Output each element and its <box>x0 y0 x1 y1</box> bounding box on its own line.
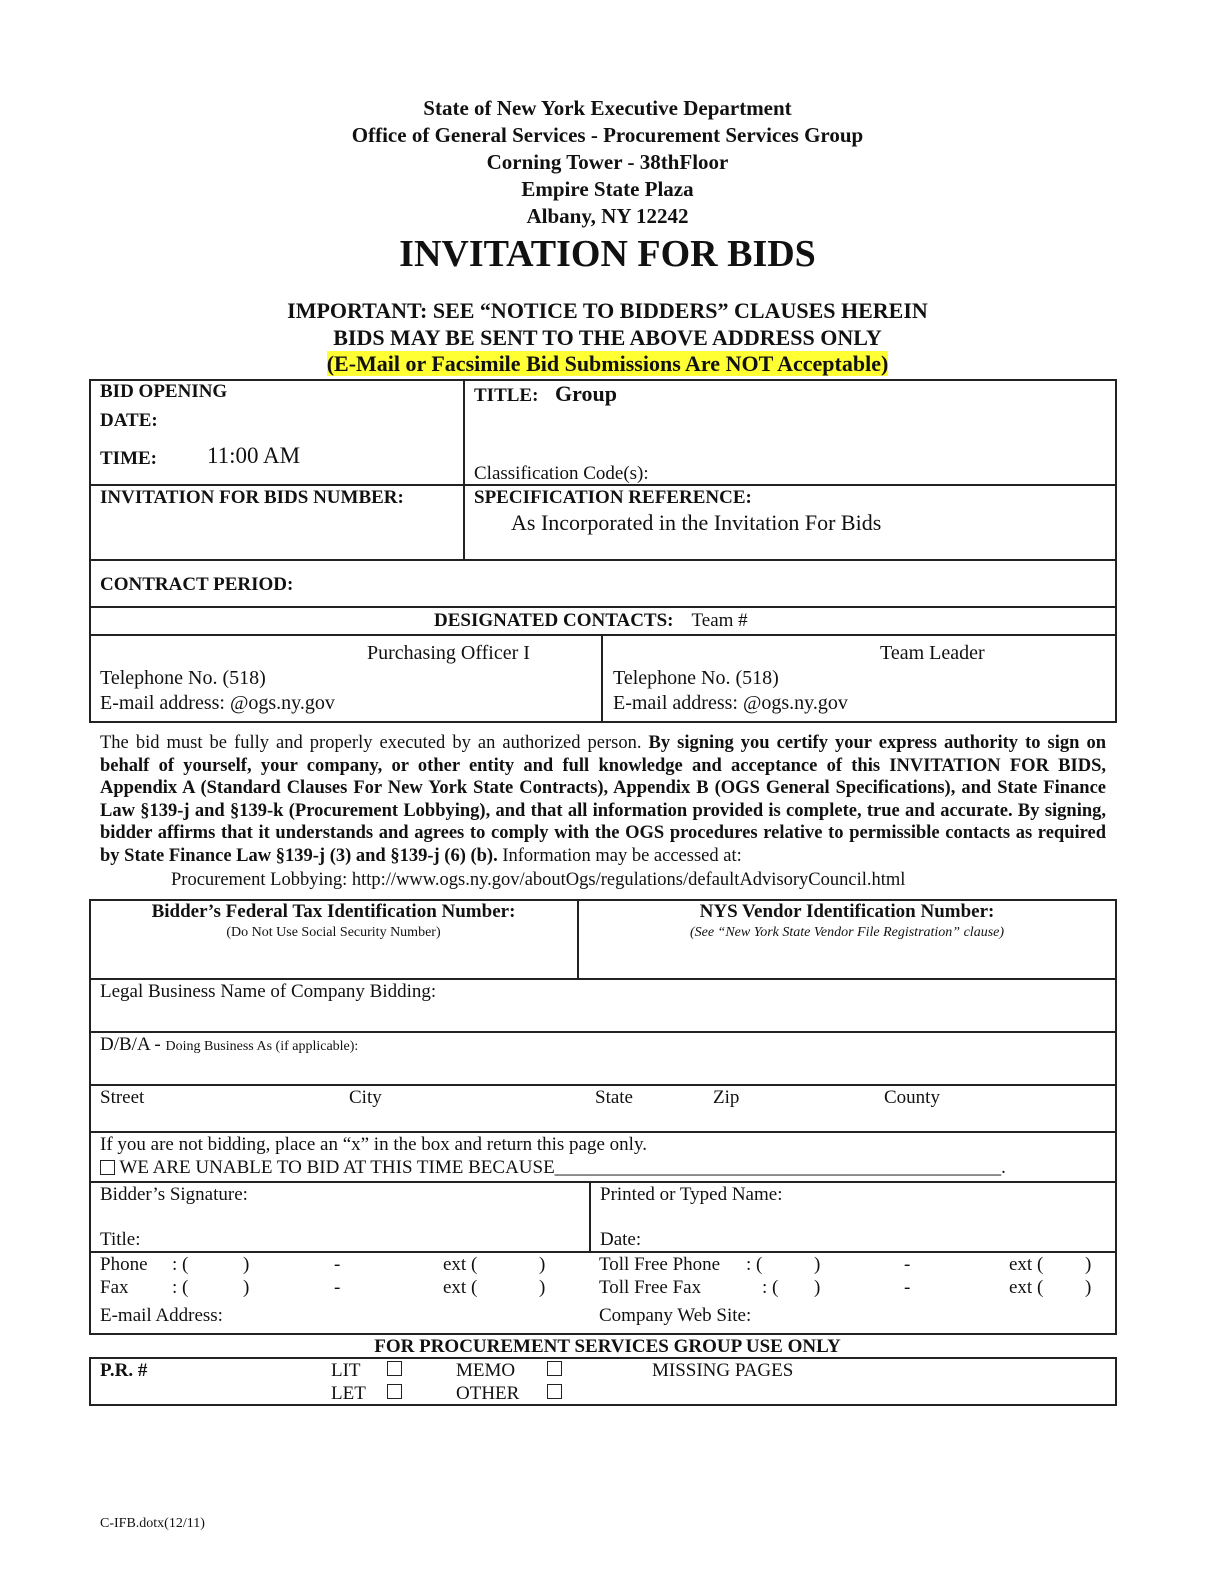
signature-label: Bidder’s Signature: <box>100 1184 248 1205</box>
unable-to-bid-row <box>100 1157 1006 1179</box>
certification-end: Information may be accessed at: <box>502 845 742 866</box>
dba-row <box>100 1034 358 1056</box>
important-notice-3: (E-Mail or Facsimile Bid Submissions Are NOT Acceptable) <box>326 351 889 376</box>
zip-label: Zip <box>713 1087 740 1108</box>
no-bid-instruction: If you are not bidding, place an “x” in the box and return this page only. <box>100 1134 647 1155</box>
fax-ext-close: ) <box>539 1277 546 1298</box>
website-label: Company Web Site: <box>599 1305 752 1326</box>
office-use-table <box>89 1357 1117 1406</box>
agency-line-5: Albany, NY 12242 <box>526 204 689 228</box>
unable-to-bid-text: WE ARE UNABLE TO BID AT THIS TIME BECAUSE_______________________________________________. <box>119 1157 1006 1178</box>
toll-free-fax-label: Toll Free Fax <box>599 1277 702 1298</box>
toll-free-phone-ext-label: ext ( <box>1009 1254 1044 1275</box>
toll-free-phone-close-paren: ) <box>814 1254 821 1275</box>
agency-line-4: Empire State Plaza <box>521 177 694 201</box>
phone-open-paren: : ( <box>172 1254 189 1275</box>
classification-label: Classification Code(s): <box>474 463 649 484</box>
toll-free-phone-open-paren: : ( <box>746 1254 763 1275</box>
toll-free-fax-ext-close: ) <box>1085 1277 1092 1298</box>
fax-dash: - <box>334 1277 341 1298</box>
ifb-number-label: INVITATION FOR BIDS NUMBER: <box>100 487 404 508</box>
let-checkbox[interactable] <box>387 1384 402 1399</box>
phone-ext-label: ext ( <box>443 1254 478 1275</box>
agency-line-2: Office of General Services - Procurement Services Group <box>351 123 864 147</box>
title-field-label: Title: <box>100 1229 141 1250</box>
county-label: County <box>884 1087 940 1108</box>
right-contact-phone: Telephone No. (518) <box>613 667 779 689</box>
date-label: DATE: <box>100 410 158 431</box>
toll-free-fax-open-paren: : ( <box>762 1277 779 1298</box>
vendor-id-label: NYS Vendor Identification Number: <box>699 901 995 922</box>
missing-pages-label: MISSING PAGES <box>652 1360 794 1381</box>
page-title: INVITATION FOR BIDS <box>399 233 816 275</box>
certification-bold: By signing you certify your express authority to sign on behalf of yourself, your company, or other entity and full knowledge and acceptance of this INVITATION FOR BIDS, Appendix A (Standard Clauses For New York State Contracts), Appendix B (OGS General Specifications), and State Finance Law §139-j and §139-k (Procurement Lobbying), and that all information provided is complete, true and accurate. By signing, bidder affirms that it understands and agrees to comply with the OGS procedures relative to permissible contacts as required by State Finance Law §139-j (3) and §139-j (6) (b). <box>100 733 1107 866</box>
toll-free-fax-close-paren: ) <box>814 1277 821 1298</box>
dba-field[interactable] <box>91 1058 1115 1082</box>
certification-plain: The bid must be fully and properly executed by an authorized person. <box>100 733 642 753</box>
fax-close-paren: ) <box>243 1277 250 1298</box>
left-contact-email: E-mail address: @ogs.ny.gov <box>100 692 335 714</box>
important-notice-1: IMPORTANT: SEE “NOTICE TO BIDDERS” CLAUSES HEREIN <box>287 298 928 323</box>
fax-label: Fax <box>100 1277 129 1298</box>
important-notice-3-wrap <box>0 351 1215 377</box>
spec-ref-value: As Incorporated in the Invitation For Bids <box>511 510 882 535</box>
spec-ref-label: SPECIFICATION REFERENCE: <box>474 487 752 508</box>
designated-contacts-heading: DESIGNATED CONTACTS: <box>434 610 674 631</box>
street-label: Street <box>100 1087 145 1108</box>
time-label: TIME: <box>100 448 157 469</box>
email-address-label: E-mail Address: <box>100 1305 223 1326</box>
toll-free-fax-ext-label: ext ( <box>1009 1277 1044 1298</box>
tax-id-field[interactable] <box>90 942 576 976</box>
other-label: OTHER <box>456 1383 520 1404</box>
designated-contacts-row <box>434 610 748 632</box>
right-contact-role: Team Leader <box>880 642 985 664</box>
fax-open-paren: : ( <box>172 1277 189 1298</box>
vendor-id-note: (See “New York State Vendor File Registration” clause) <box>689 925 1005 940</box>
dba-note: Doing Business As (if applicable): <box>165 1039 359 1054</box>
pr-number-label: P.R. # <box>100 1360 148 1381</box>
lit-label: LIT <box>331 1360 361 1381</box>
other-checkbox[interactable] <box>547 1384 562 1399</box>
team-number-label: Team # <box>691 610 748 631</box>
certification-paragraph <box>100 732 1106 868</box>
fax-ext-label: ext ( <box>443 1277 478 1298</box>
phone-label: Phone <box>100 1254 148 1275</box>
legal-name-label: Legal Business Name of Company Bidding: <box>100 981 437 1002</box>
dba-label: D/B/A - <box>100 1034 166 1055</box>
printed-name-label: Printed or Typed Name: <box>600 1184 783 1205</box>
toll-free-phone-label: Toll Free Phone <box>599 1254 721 1275</box>
vendor-id-field[interactable] <box>580 942 1114 976</box>
memo-checkbox[interactable] <box>547 1361 562 1376</box>
title-value: Group <box>555 381 617 406</box>
left-contact-role: Purchasing Officer I <box>367 642 530 664</box>
phone-close-paren: ) <box>243 1254 250 1275</box>
toll-free-phone-dash: - <box>904 1254 911 1275</box>
tax-id-note: (Do Not Use Social Security Number) <box>226 925 441 940</box>
office-use-heading: FOR PROCUREMENT SERVICES GROUP USE ONLY <box>374 1336 841 1357</box>
toll-free-fax-dash: - <box>904 1277 911 1298</box>
date-field-label: Date: <box>600 1229 642 1250</box>
unable-to-bid-checkbox[interactable] <box>100 1160 115 1175</box>
bid-opening-label: BID OPENING <box>100 381 228 402</box>
let-label: LET <box>331 1383 366 1404</box>
agency-line-1: State of New York Executive Department <box>423 96 792 120</box>
agency-line-3: Corning Tower - 38thFloor <box>486 150 729 174</box>
city-label: City <box>349 1087 382 1108</box>
phone-ext-close: ) <box>539 1254 546 1275</box>
important-notice-2: BIDS MAY BE SENT TO THE ABOVE ADDRESS ONLY <box>333 325 882 350</box>
toll-free-phone-ext-close: ) <box>1085 1254 1092 1275</box>
title-label: TITLE: <box>474 385 539 406</box>
time-value: 11:00 AM <box>207 443 301 468</box>
tax-id-label: Bidder’s Federal Tax Identification Number: <box>151 901 516 922</box>
right-contact-email: E-mail address: @ogs.ny.gov <box>613 692 848 714</box>
form-id: C-IFB.dotx(12/11) <box>100 1516 205 1531</box>
phone-dash: - <box>334 1254 341 1275</box>
state-label: State <box>595 1087 633 1108</box>
contract-period-label: CONTRACT PERIOD: <box>100 574 294 595</box>
lobbying-link[interactable]: Procurement Lobbying: http://www.ogs.ny.gov/aboutOgs/regulations/defaultAdvisoryCouncil.html <box>171 870 906 890</box>
left-contact-phone: Telephone No. (518) <box>100 667 266 689</box>
legal-name-field[interactable] <box>91 1005 1115 1029</box>
memo-label: MEMO <box>456 1360 516 1381</box>
lit-checkbox[interactable] <box>387 1361 402 1376</box>
